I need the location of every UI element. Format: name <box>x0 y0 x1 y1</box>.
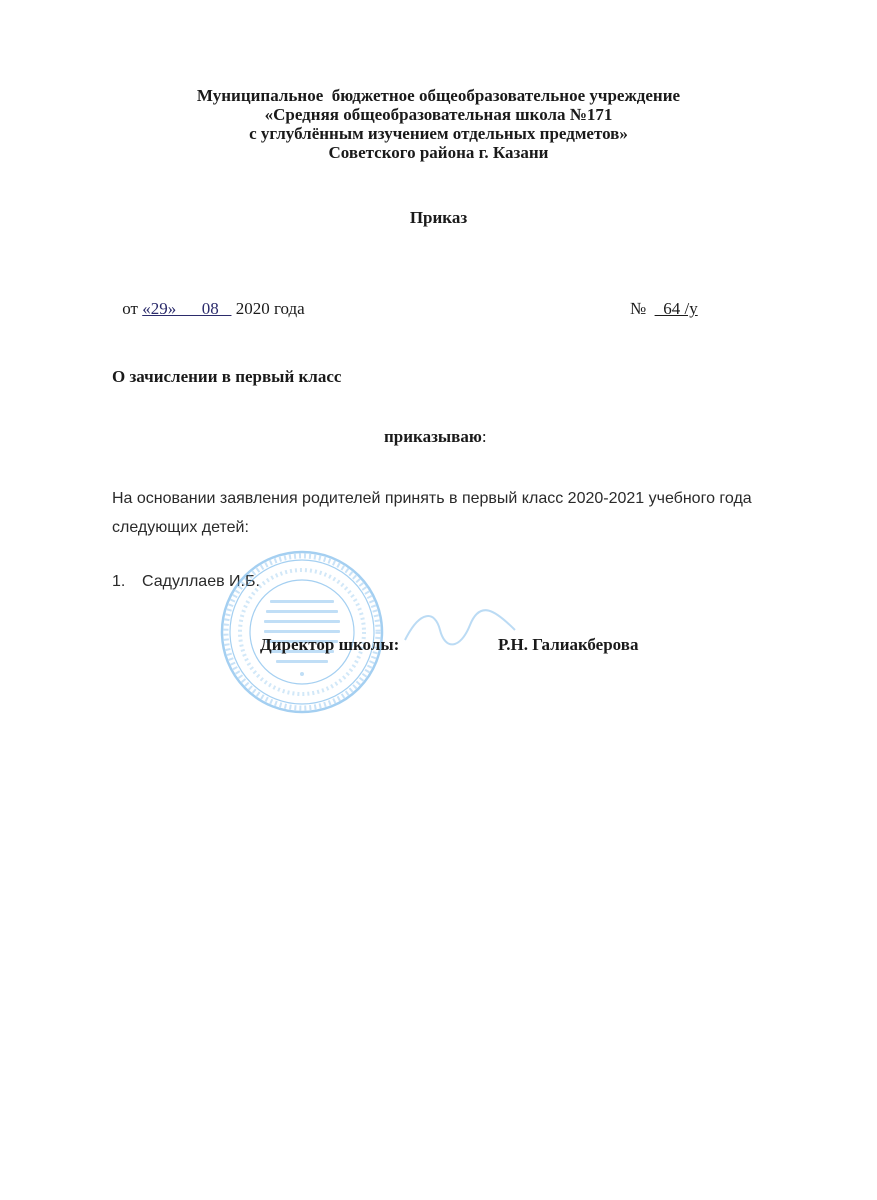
decree-word: приказываю <box>384 427 482 446</box>
order-number-prefix: № <box>630 299 655 318</box>
decree-line <box>384 427 487 447</box>
order-subject: О зачислении в первый класс <box>112 367 342 386</box>
header-line-1: Муниципальное бюджетное общеобразовательное учреждение <box>196 86 681 105</box>
decree-suffix: : <box>481 427 487 446</box>
order-number <box>630 299 698 319</box>
body-paragraph: На основании заявления родителей принять в первый класс 2020-2021 учебного года следующих детей: <box>112 490 752 536</box>
header-line-2: «Средняя общеобразовательная школа №171 <box>264 105 613 124</box>
document-title: Приказ <box>409 208 468 227</box>
date-day-month: «29» 08 <box>142 299 232 318</box>
header-line-4: Советского района г. Казани <box>328 143 549 162</box>
director-name: Р.Н. Галиакберова <box>498 635 639 654</box>
order-date <box>118 299 305 319</box>
list-item-number: 1. <box>112 573 126 590</box>
date-year: 2020 года <box>231 299 305 318</box>
official-stamp <box>218 548 386 716</box>
date-prefix: от <box>118 299 143 318</box>
order-number-value: _64 /у <box>654 299 698 318</box>
list-item-name: Садуллаев И.Б. <box>142 573 260 590</box>
header-line-3: с углублённым изучением отдельных предметов» <box>249 124 628 143</box>
institution-header <box>0 86 877 162</box>
signature-role: Директор школы: <box>260 635 400 654</box>
